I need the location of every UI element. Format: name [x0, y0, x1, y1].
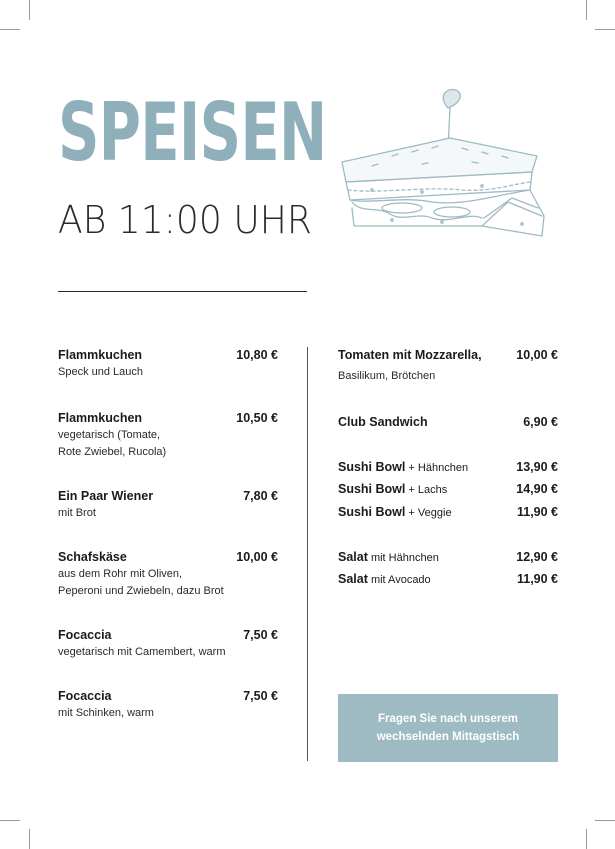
item-desc: Rote Zwiebel, Rucola)	[58, 446, 167, 458]
item-desc: vegetarisch (Tomate,	[58, 429, 161, 441]
item-desc: vegetarisch mit Camembert, warm	[58, 646, 226, 658]
item-name: Ein Paar Wiener	[58, 489, 154, 503]
crop-mark	[595, 29, 615, 30]
item-desc: mit Brot	[58, 507, 96, 519]
item-extra: mit Avocado	[367, 574, 431, 586]
item-price: 10,50 €	[236, 411, 278, 425]
crop-mark	[29, 829, 30, 849]
item-name: Flammkuchen	[58, 348, 143, 362]
item-price: 10,00 €	[236, 550, 278, 564]
item-price: 12,90 €	[516, 550, 558, 564]
item-name: Schafskäse	[58, 550, 127, 564]
item-price: 6,90 €	[523, 415, 558, 429]
menu-item	[58, 626, 278, 661]
menu-item	[338, 503, 558, 522]
page-subtitle	[58, 198, 325, 242]
crop-mark	[0, 820, 20, 821]
subtitle-text: AB 11:00 UHR	[58, 198, 312, 242]
item-price: 13,90 €	[516, 460, 558, 474]
item-extra: + Hähnchen	[405, 462, 469, 474]
menu-item	[338, 570, 558, 589]
crop-mark	[586, 829, 587, 849]
item-price: 7,50 €	[243, 689, 278, 703]
item-desc: aus dem Rohr mit Oliven,	[58, 568, 183, 580]
menu-item	[58, 548, 278, 600]
item-extra: mit Hähnchen	[367, 552, 439, 564]
item-name: Club Sandwich	[338, 415, 428, 429]
item-price: 14,90 €	[516, 482, 558, 496]
item-desc: Speck und Lauch	[58, 366, 144, 378]
crop-mark	[586, 0, 587, 20]
item-name: Tomaten mit Mozzarella,	[338, 348, 482, 362]
column-divider	[307, 347, 308, 761]
page-title: SPEISEN	[58, 86, 327, 179]
item-name: Sushi Bowl	[338, 505, 406, 519]
menu-item	[338, 346, 558, 385]
item-name: Flammkuchen	[58, 411, 143, 425]
menu-item	[338, 548, 558, 567]
item-price: 11,90 €	[516, 505, 558, 519]
item-desc: Peperoni und Zwiebeln, dazu Brot	[58, 585, 224, 597]
menu-item	[58, 409, 278, 461]
menu-item	[58, 687, 278, 722]
title-divider	[58, 291, 307, 292]
sandwich-illustration-icon	[332, 86, 562, 251]
item-price: 10,00 €	[516, 348, 558, 362]
item-price: 11,90 €	[516, 572, 558, 586]
crop-mark	[595, 820, 615, 821]
banner-line-2: wechselnden Mittagstisch	[376, 731, 520, 743]
menu-item	[58, 487, 278, 522]
menu-item	[338, 480, 558, 499]
item-name: Focaccia	[58, 689, 112, 703]
menu-item	[338, 458, 558, 477]
item-price: 10,80 €	[236, 348, 278, 362]
crop-mark	[29, 0, 30, 20]
item-name: Focaccia	[58, 628, 112, 642]
item-name: Salat	[338, 550, 368, 564]
lunch-special-banner	[338, 694, 558, 762]
banner-line-1: Fragen Sie nach unserem	[378, 713, 518, 725]
item-desc: mit Schinken, warm	[58, 707, 154, 719]
item-name: Sushi Bowl	[338, 482, 406, 496]
item-price: 7,80 €	[243, 489, 278, 503]
menu-item	[338, 413, 558, 431]
item-extra: + Lachs	[405, 484, 448, 496]
menu-item	[58, 346, 278, 381]
item-extra: + Veggie	[405, 507, 452, 519]
item-desc: Basilikum, Brötchen	[338, 370, 436, 382]
item-price: 7,50 €	[243, 628, 278, 642]
item-name: Salat	[338, 572, 368, 586]
item-name: Sushi Bowl	[338, 460, 406, 474]
crop-mark	[0, 29, 20, 30]
